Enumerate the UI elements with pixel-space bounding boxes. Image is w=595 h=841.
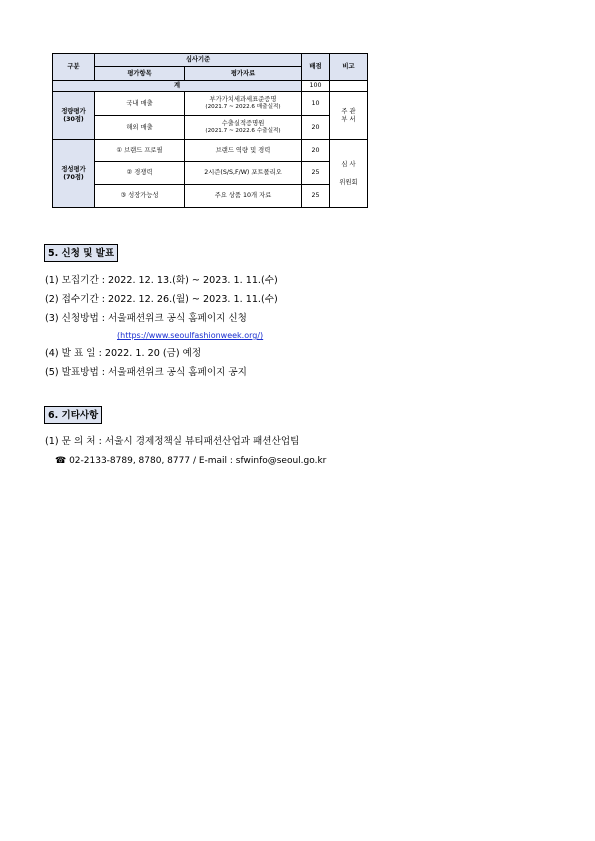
- table-row-score: 25: [302, 162, 330, 185]
- application-period-line: (1) 모집기간 : 2022. 12. 13.(화) ~ 2023. 1. 11.(수): [45, 275, 278, 286]
- total-label: 계: [53, 81, 302, 92]
- note-line: 부 서: [341, 115, 356, 123]
- header-material: 평가자료: [185, 67, 302, 81]
- submission-period-line: (2) 접수기간 : 2022. 12. 26.(월) ~ 2023. 1. 11.(수): [45, 294, 278, 305]
- quantitative-points: (30점): [63, 115, 84, 123]
- table-row-score: 10: [302, 92, 330, 116]
- contact-line: (1) 문 의 처 : 서울시 경제정책실 뷰티패션산업과 패션산업팀: [45, 436, 300, 447]
- qualitative-points: (70점): [63, 173, 84, 181]
- website-link[interactable]: [117, 330, 263, 342]
- table-row-material: 주요 상품 10개 자료: [185, 185, 302, 208]
- announcement-date-line: (4) 발 표 일 : 2022. 1. 20 (금) 예정: [45, 348, 202, 359]
- table-row-material: 2시즌(S/S,F/W) 포트폴리오: [185, 162, 302, 185]
- table-row-item: 국내 매출: [95, 92, 185, 116]
- header-category: 구분: [53, 54, 95, 81]
- table-row-item: ③ 성장가능성: [95, 185, 185, 208]
- table-row-score: 25: [302, 185, 330, 208]
- table-row-item: 해외 매출: [95, 116, 185, 140]
- material-period: (2021.7 ~ 2022.6 수출실적): [205, 127, 281, 134]
- qualitative-label: 정성평가: [61, 165, 86, 173]
- table-row-score: 20: [302, 116, 330, 140]
- section-5-title: 5. 신청 및 발표: [44, 244, 118, 262]
- application-method-line: (3) 신청방법 : 서울패션위크 공식 홈페이지 신청: [45, 313, 247, 324]
- header-note: 비고: [330, 54, 368, 81]
- header-criteria: 심사기준: [95, 54, 302, 67]
- announcement-method-line: (5) 발표방법 : 서울패션위크 공식 홈페이지 공지: [45, 367, 247, 378]
- quantitative-label: 정량평가: [61, 107, 86, 115]
- header-item: 평가항목: [95, 67, 185, 81]
- section-6-title: 6. 기타사항: [44, 406, 102, 424]
- table-row-material: [185, 116, 302, 140]
- table-row-score: 20: [302, 140, 330, 162]
- note-line: 심 사: [341, 160, 356, 168]
- table-row-item: ② 경쟁력: [95, 162, 185, 185]
- table-row-item: ① 브랜드 프로필: [95, 140, 185, 162]
- material-period: (2021.7 ~ 2022.6 매출실적): [205, 103, 281, 110]
- website-url[interactable]: (https://www.seoulfashionweek.org/): [117, 331, 264, 340]
- table-row-material: [185, 92, 302, 116]
- evaluation-criteria-table: [52, 53, 368, 208]
- quantitative-category: [53, 92, 95, 140]
- total-note: [330, 81, 368, 92]
- header-score: 배점: [302, 54, 330, 81]
- material-line: 부가가치세과세표준증명: [209, 96, 277, 104]
- note-line: 주 관: [341, 107, 356, 115]
- qualitative-category: [53, 140, 95, 208]
- material-line: 수출실적증명원: [221, 120, 265, 128]
- table-row-material: 브랜드 역량 및 경력: [185, 140, 302, 162]
- total-score: 100: [302, 81, 330, 92]
- note-line: 위원회: [339, 178, 358, 186]
- quantitative-note: [330, 92, 368, 140]
- phone-email-line: ☎ 02-2133-8789, 8780, 8777 / E-mail : sfwinfo@seoul.go.kr: [55, 456, 327, 466]
- qualitative-note: [330, 140, 368, 208]
